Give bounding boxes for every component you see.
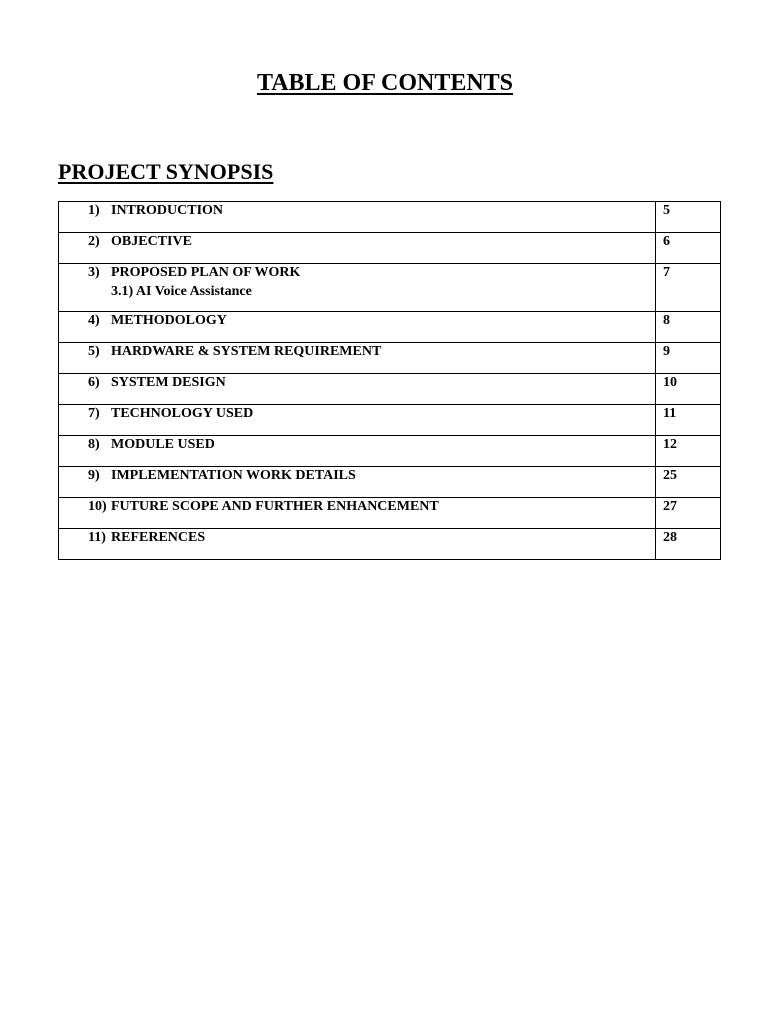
toc-row <box>59 436 721 467</box>
toc-entry-number: 7) <box>88 406 100 421</box>
toc-entry-title: HARDWARE & SYSTEM REQUIREMENT <box>111 344 382 359</box>
toc-entry-cell <box>59 467 656 498</box>
toc-entry-cell <box>59 498 656 529</box>
toc-entry-title: IMPLEMENTATION WORK DETAILS <box>111 468 356 483</box>
toc-entry-title: MODULE USED <box>111 437 215 452</box>
toc-entry-cell <box>59 343 656 374</box>
toc-entry-title: INTRODUCTION <box>111 203 224 218</box>
toc-entry-number: 2) <box>88 234 100 249</box>
toc-entry-title: REFERENCES <box>111 530 206 545</box>
toc-row <box>59 374 721 405</box>
toc-page-number: 25 <box>656 467 721 498</box>
toc-row <box>59 498 721 529</box>
toc-entry-title: FUTURE SCOPE AND FURTHER ENHANCEMENT <box>111 499 439 514</box>
toc-row <box>59 529 721 560</box>
toc-row <box>59 405 721 436</box>
toc-entry-title: METHODOLOGY <box>111 313 227 328</box>
toc-page-number: 11 <box>656 405 721 436</box>
toc-page-number: 5 <box>656 202 721 233</box>
toc-entry-cell <box>59 233 656 264</box>
toc-entry-number: 10) <box>88 499 107 514</box>
toc-entry-number: 1) <box>88 203 100 218</box>
toc-entry-number: 9) <box>88 468 100 483</box>
toc-page-number: 7 <box>656 264 721 312</box>
toc-entry-number: 8) <box>88 437 100 452</box>
toc-page-number: 6 <box>656 233 721 264</box>
toc-row <box>59 312 721 343</box>
toc-entry-number: 3) <box>88 265 100 280</box>
toc-page-number: 28 <box>656 529 721 560</box>
toc-entry-number: 6) <box>88 375 100 390</box>
toc-entry-title: OBJECTIVE <box>111 234 192 249</box>
toc-sub-entry: 3.1) AI Voice Assistance <box>111 284 252 299</box>
toc-entry-cell <box>59 264 656 312</box>
toc-entry-number: 11) <box>88 530 106 545</box>
toc-row <box>59 202 721 233</box>
toc-entry-title: TECHNOLOGY USED <box>111 406 254 421</box>
toc-page-number: 12 <box>656 436 721 467</box>
toc-entry-cell <box>59 405 656 436</box>
section-heading: PROJECT SYNOPSIS <box>58 159 274 184</box>
toc-page-number: 9 <box>656 343 721 374</box>
toc-entry-title: PROPOSED PLAN OF WORK <box>111 265 301 280</box>
toc-table <box>58 201 721 560</box>
toc-entry-cell <box>59 202 656 233</box>
toc-entry-number: 5) <box>88 344 100 359</box>
toc-row <box>59 467 721 498</box>
toc-page-number: 8 <box>656 312 721 343</box>
toc-row <box>59 233 721 264</box>
toc-entry-cell <box>59 312 656 343</box>
toc-row <box>59 264 721 312</box>
toc-entry-number: 4) <box>88 313 100 328</box>
toc-page-number: 10 <box>656 374 721 405</box>
toc-entry-title: SYSTEM DESIGN <box>111 375 226 390</box>
toc-entry-cell <box>59 436 656 467</box>
toc-page-number: 27 <box>656 498 721 529</box>
page-title: TABLE OF CONTENTS <box>256 70 514 96</box>
toc-entry-cell <box>59 529 656 560</box>
toc-entry-cell <box>59 374 656 405</box>
toc-row <box>59 343 721 374</box>
